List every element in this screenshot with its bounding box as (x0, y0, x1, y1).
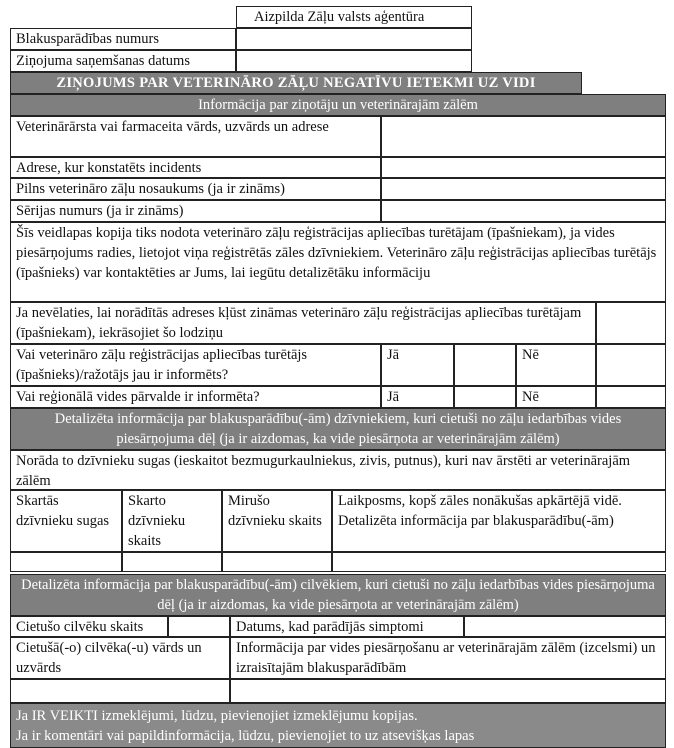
info-copy-notice: Šīs veidlapas kopija tiks nodota veterināro zāļu reģistrācijas apliecības turētājam (īpašniekam), ja vides piesārņojums radies, lietojot viņa reģistrētās zāles dzīvniekiem. Veterināro zāļu reģistrācijas apliecības turētājs (īpašnieks) var kontaktēties ar Jums, lai iegūtu detalizētāku informāciju (10, 222, 666, 302)
symptom-date-label: Datums, kad parādījās simptomi (230, 616, 464, 637)
pollution-info-label: Informācija par vides piesārņošanu ar veterinārajām zālēm (izcelsmi) un izraisītajām blakusparādībām (230, 637, 666, 679)
holder-yes-checkbox[interactable] (454, 344, 516, 386)
col-dead-header: Mirušo dzīvnieku skaits (222, 490, 332, 552)
regional-yes-checkbox[interactable] (454, 386, 516, 408)
holder-no-label: Nē (516, 344, 596, 386)
people-count-label: Cietušo cilvēku skaits (10, 616, 168, 637)
col-count-header: Skarto dzīvnieku skaits (122, 490, 222, 552)
vet-name-label: Veterinārārsta vai farmaceita vārds, uzvārds un adrese (10, 116, 381, 157)
regional-yes-label: Jā (381, 386, 454, 408)
time-field[interactable] (332, 552, 666, 572)
species-field[interactable] (10, 552, 122, 572)
drug-name-field[interactable] (381, 178, 666, 200)
people-count-field[interactable] (168, 616, 230, 637)
report-date-field[interactable] (236, 50, 472, 72)
section3-heading: Detalizēta informācija par blakusparādību(-ām) cilvēkiem, kuri cietuši no zāļu iedarbības vides piesārņojuma dēļ (ja ir aizdomas, ka vide piesārņota ar veterinārajām zālēm) (10, 574, 666, 616)
col-time-header: Laikposms, kopš zāles nonākušas apkārtējā vidē. Detalizēta informācija par blakusparādību(-ām) (332, 490, 666, 552)
col-species-header: Skartās dzīvnieku sugas (10, 490, 122, 552)
regional-no-label: Nē (516, 386, 596, 408)
pollution-info-field[interactable] (230, 679, 666, 703)
incident-address-field[interactable] (381, 157, 666, 178)
count-field[interactable] (122, 552, 222, 572)
incident-address-label: Adrese, kur konstatēts incidents (10, 157, 381, 178)
dead-field[interactable] (222, 552, 332, 572)
regional-no-checkbox[interactable] (596, 386, 666, 408)
holder-no-checkbox[interactable] (596, 344, 666, 386)
agency-label: Aizpilda Zāļu valsts aģentūra (236, 6, 472, 28)
consent-label: Ja nevēlaties, lai norādītās adreses kļūst zināmas veterināro zāļu reģistrācijas apliecības turētājam (īpašniekam), iekrāsojiet šo lodziņu (10, 302, 596, 344)
person-name-label: Cietušā(-o) cilvēka(-u) vārds un uzvārds (10, 637, 230, 679)
vet-name-field[interactable] (381, 116, 666, 157)
footer-notice (10, 703, 666, 748)
holder-informed-label: Vai veterināro zāļu reģistrācijas apliecības turētājs (īpašnieks)/ražotājs jau ir informēts? (10, 344, 381, 386)
serial-number-label: Sērijas numurs (ja ir zināms) (10, 200, 381, 222)
person-name-field[interactable] (10, 679, 230, 703)
report-date-label: Ziņojuma saņemšanas datums (10, 50, 236, 72)
section1-heading: Informācija par ziņotāju un veterinārajām zālēm (10, 94, 666, 116)
comments-note: Ja ir komentāri vai papildinformācija, lūdzu, pievienojiet to uz atsevišķas lapas (16, 728, 475, 744)
attach-note: Ja IR VEIKTI izmeklējumi, lūdzu, pievienojiet izmeklējumu kopijas. (16, 708, 418, 724)
side-effect-number-field[interactable] (236, 28, 472, 50)
side-effect-number-label: Blakusparādības numurs (10, 28, 236, 50)
drug-name-label: Pilns veterināro zāļu nosaukums (ja ir zināms) (10, 178, 381, 200)
serial-number-field[interactable] (381, 200, 666, 222)
form-title: ZIŅOJUMS PAR VETERINĀRO ZĀĻU NEGATĪVU IETEKMI UZ VIDI (10, 72, 582, 94)
section2-heading: Detalizēta informācija par blakusparādību(-ām) dzīvniekiem, kuri cietuši no zāļu iedarbības vides piesārņojuma dēļ (ja ir aizdomas, ka vide piesārņota ar veterinārajām zālēm) (10, 408, 666, 450)
species-note: Norāda to dzīvnieku sugas (ieskaitot bezmugurkaulniekus, zivis, putnus), kuri nav ārstēti ar veterinārajām zālēm (10, 450, 666, 490)
regional-informed-label: Vai reģionālā vides pārvalde ir informēta? (10, 386, 381, 408)
consent-checkbox[interactable] (596, 302, 666, 344)
symptom-date-field[interactable] (464, 616, 666, 637)
holder-yes-label: Jā (381, 344, 454, 386)
